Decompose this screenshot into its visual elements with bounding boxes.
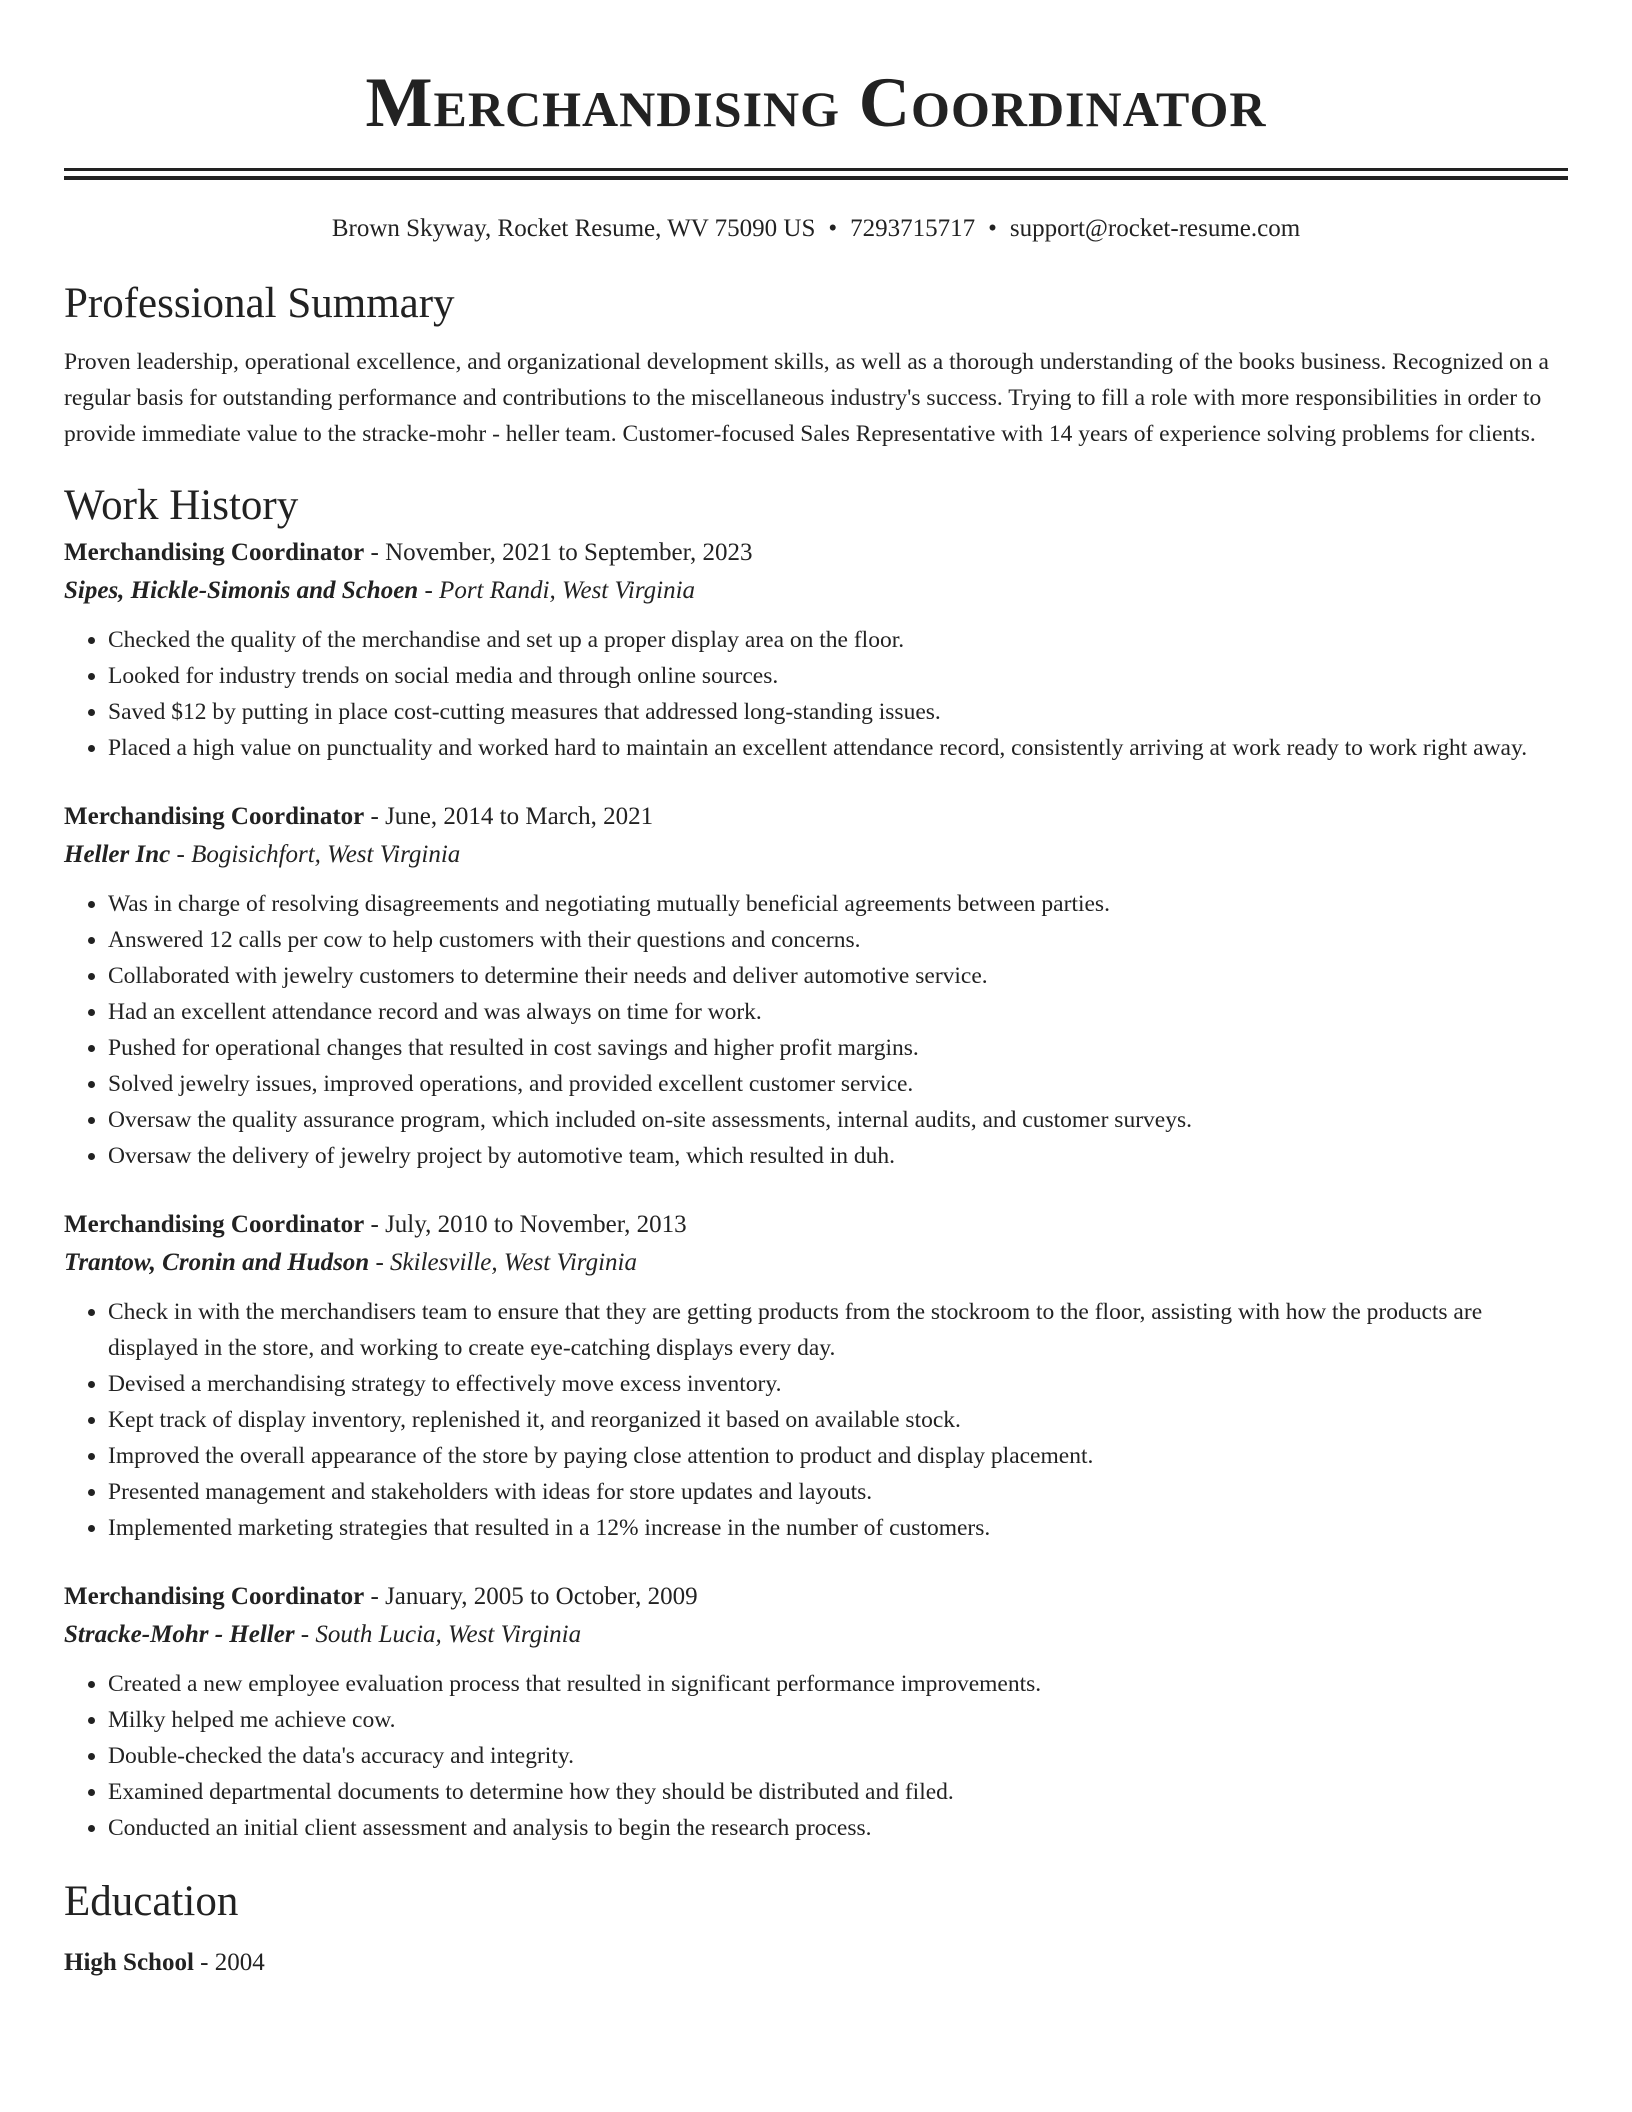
list-item: • Devised a merchandising strategy to effectively move excess inventory. (108, 1366, 1568, 1402)
job-dates: - June, 2014 to March, 2021 (364, 803, 654, 830)
contact-address: Brown Skyway, Rocket Resume, WV 75090 US (331, 215, 816, 242)
list-item: • Kept track of display inventory, replenished it, and reorganized it based on available stock. (108, 1402, 1568, 1438)
job-entry (64, 798, 1568, 1174)
contact-separator: • (828, 215, 838, 242)
section-heading-summary: Professional Summary (64, 280, 455, 327)
job-title: Merchandising Coordinator (64, 803, 365, 830)
list-item: • Oversaw the delivery of jewelry project by automotive team, which resulted in duh. (108, 1138, 1568, 1174)
contact-line (64, 212, 1568, 246)
job-employer-line (64, 1616, 1568, 1654)
job-dates: - November, 2021 to September, 2023 (364, 539, 753, 566)
work-history-list (64, 534, 1568, 1846)
job-entry (64, 534, 1568, 766)
job-title: Merchandising Coordinator (64, 539, 365, 566)
job-location: - South Lucia, West Virginia (294, 1621, 582, 1648)
contact-phone: 7293715717 (850, 215, 976, 242)
list-item: • Placed a high value on punctuality and worked hard to maintain an excellent attendance record, consistently arriving at work ready to work right away. (108, 730, 1568, 766)
list-item: • Check in with the merchandisers team to ensure that they are getting products from the stockroom to the floor, assisting with how the products are displayed in the store, and working to create eye-catching displays every day. (108, 1294, 1568, 1366)
job-entry (64, 1578, 1568, 1846)
list-item: • Answered 12 calls per cow to help customers with their questions and concerns. (108, 922, 1568, 958)
job-title-line (64, 1206, 1568, 1244)
list-item: • Had an excellent attendance record and was always on time for work. (108, 994, 1568, 1030)
job-bullet-list (64, 1666, 1568, 1846)
education-year: - 2004 (193, 1949, 265, 1976)
list-item: • Saved $12 by putting in place cost-cutting measures that addressed long-standing issues. (108, 694, 1568, 730)
list-item: • Double-checked the data's accuracy and integrity. (108, 1738, 1568, 1774)
header-double-rule (64, 168, 1568, 180)
contact-separator: • (988, 215, 997, 242)
list-item: • Milky helped me achieve cow. (108, 1702, 1568, 1738)
job-employer: Sipes, Hickle-Simonis and Schoen (64, 577, 419, 604)
job-employer: Stracke-Mohr - Heller (64, 1621, 295, 1648)
list-item: • Solved jewelry issues, improved operations, and provided excellent customer service. (108, 1066, 1568, 1102)
list-item: • Pushed for operational changes that resulted in cost savings and higher profit margins. (108, 1030, 1568, 1066)
summary-text: Proven leadership, operational excellence, and organizational development skills, as well as a thorough understanding of the books business. Recognized on a regular basis for outstanding performance and contributions to the miscellaneous industry's success. Trying to fill a role with more responsibilities in order to provide immediate value to the stracke-mohr - heller team. Customer-focused Sales Representative with 14 years of experience solving problems for clients. (64, 349, 1549, 447)
job-employer-line (64, 1244, 1568, 1282)
list-item: • Oversaw the quality assurance program, which included on-site assessments, internal audits, and customer surveys. (108, 1102, 1568, 1138)
job-dates: - July, 2010 to November, 2013 (364, 1211, 687, 1238)
job-title: Merchandising Coordinator (64, 1211, 365, 1238)
education-entry (64, 1944, 1568, 1982)
job-entry (64, 1206, 1568, 1546)
education-degree: High School (64, 1949, 194, 1976)
list-item: • Presented management and stakeholders with ideas for store updates and layouts. (108, 1474, 1568, 1510)
job-title-line (64, 534, 1568, 572)
list-item: • Created a new employee evaluation process that resulted in significant performance improvements. (108, 1666, 1568, 1702)
job-employer: Trantow, Cronin and Hudson (64, 1249, 370, 1276)
job-title-line (64, 798, 1568, 836)
section-heading-education: Education (64, 1878, 239, 1925)
job-title-line (64, 1578, 1568, 1616)
list-item: • Was in charge of resolving disagreements and negotiating mutually beneficial agreements between parties. (108, 886, 1568, 922)
list-item: • Implemented marketing strategies that resulted in a 12% increase in the number of customers. (108, 1510, 1568, 1546)
job-employer-line (64, 836, 1568, 874)
contact-email: support@rocket-resume.com (1009, 215, 1301, 242)
list-item: • Looked for industry trends on social media and through online sources. (108, 658, 1568, 694)
job-employer-line (64, 572, 1568, 610)
job-bullet-list (64, 622, 1568, 766)
list-item: • Collaborated with jewelry customers to determine their needs and deliver automotive service. (108, 958, 1568, 994)
job-bullet-list (64, 886, 1568, 1174)
job-dates: - January, 2005 to October, 2009 (364, 1583, 698, 1610)
section-heading-work-history: Work History (64, 482, 299, 529)
list-item: • Checked the quality of the merchandise and set up a proper display area on the floor. (108, 622, 1568, 658)
job-location: - Bogisichfort, West Virginia (170, 841, 461, 868)
job-bullet-list (64, 1294, 1568, 1546)
list-item: • Conducted an initial client assessment and analysis to begin the research process. (108, 1810, 1568, 1846)
list-item: • Examined departmental documents to determine how they should be distributed and filed. (108, 1774, 1568, 1810)
job-location: - Port Randi, West Virginia (418, 577, 696, 604)
page-title: Merchandising Coordinator (365, 64, 1267, 142)
job-title: Merchandising Coordinator (64, 1583, 365, 1610)
list-item: • Improved the overall appearance of the store by paying close attention to product and display placement. (108, 1438, 1568, 1474)
job-location: - Skilesville, West Virginia (369, 1249, 637, 1276)
resume-page (64, 0, 1568, 1982)
job-employer: Heller Inc (64, 841, 171, 868)
